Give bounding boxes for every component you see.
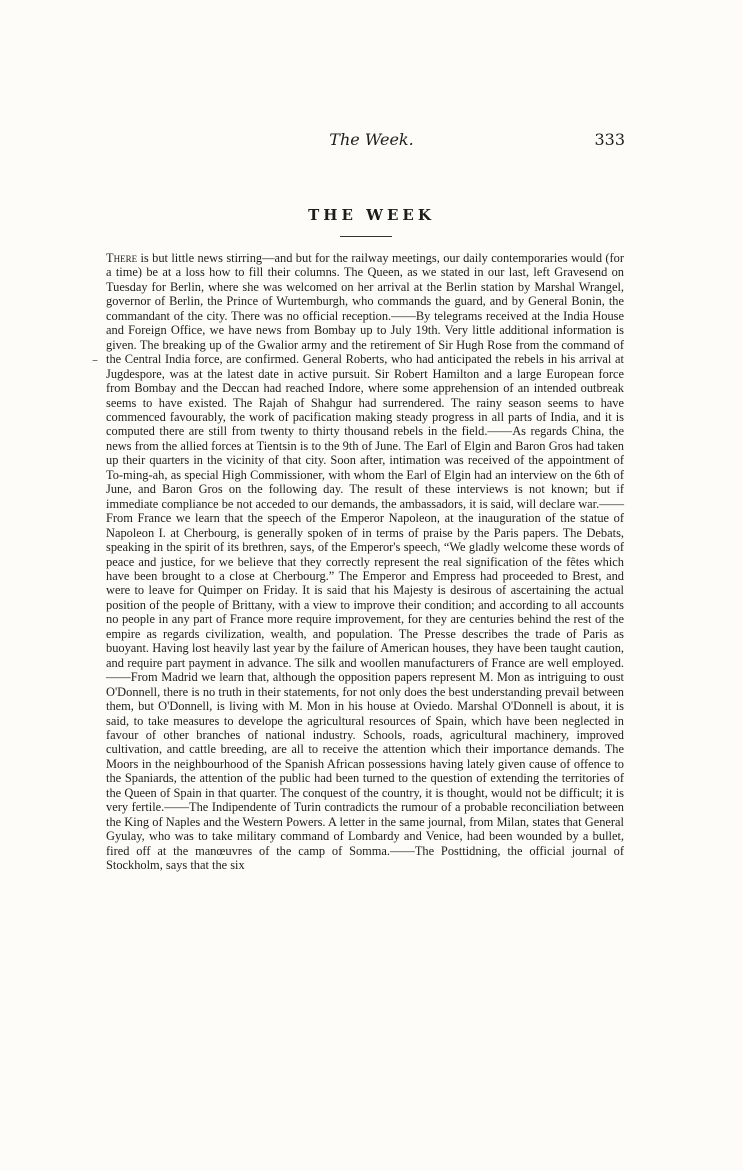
section-title: THE WEEK — [308, 206, 435, 224]
article-text: is but little news stirring—and but for the railway meetings, our daily contemporaries would (for a time) be at a loss how to fill their columns. The Queen, as we stated in our last, left Gravesend on Tuesday for Berlin, where she was welcomed on her arrival at the Berlin station by Marshal Wrangel, governor of Berlin, the Prince of Wurtemburgh, who commands the guard, and by General Bonin, the commandant of the city. There was no official reception.——By telegrams received at the India House and Foreign Office, we have news from Bombay up to July 19th. Very little additional information is given. The breaking up of the Gwalior army and the retirement of Sir Hugh Rose from the command of the Central India force, are confirmed. General Roberts, who had anticipated the rebels in his arrival at Jugdespore, was at the latest date in active pursuit. Sir Robert Hamilton and a large European force from Bombay and the Deccan had reached Indore, where some apprehension of an intended outbreak seems to have existed. The Rajah of Shahgur had surrendered. The rainy season seems to have commenced favourably, the work of pacification making steady progress in all parts of India, and it is computed there are still from twenty to thirty thousand rebels in the field.——As regards China, the news from the allied forces at Tientsin is to the 9th of June. The Earl of Elgin and Baron Gros had taken up their quarters in the vicinity of that city. Soon after, intimation was received of the appointment of To-ming-ah, as special High Commissioner, with whom the Earl of Elgin had an interview on the 6th of June, and Baron Gros on the following day. The result of these interviews is not known; but if immediate compliance be not acceded to our demands, the ambassadors, it is said, will declare war.——From France we learn that the speech of the Emperor Napoleon, at the inauguration of the statue of Napoleon I. at Cherbourg, is generally spoken of in terms of praise by the Paris papers. The Debats, speaking in the spirit of its brethren, says, of the Emperor's speech, “We gladly welcome these words of peace and justice, for we believe that they correctly represent the real signification of the fêtes which have been brought to a close at Cherbourg.” The Emperor and Empress had proceeded to Brest, and were to leave for Quimper on Friday. It is said that his Majesty is desirous of ascertaining the actual position of the people of Brittany, with a view to improve their condition; and according to all accounts no people in any part of France more require improvement, for they are centuries behind the rest of the empire as regards civilization, wealth, and population. The Presse describes the trade of Paris as buoyant. Having lost heavily last year by the failure of American houses, they have been taught caution, and require part payment in advance. The silk and woollen manufacturers of France are well employed.——From Madrid we learn that, although the opposition papers represent M. Mon as intriguing to oust O'Donnell, there is no truth in their statements, for not only does the best understanding prevail between them, but O'Donnell, is living with M. Mon in his house at Oviedo. Marshal O'Donnell is about, it is said, to take measures to develope the agricultural resources of Spain, which have been neglected in favour of other branches of national industry. Schools, roads, agricultural machinery, improved cultivation, and cattle breeding, are all to receive the attention which their importance demands. The Moors in the neighbourhood of the Spanish African possessions having lately given cause of offence to the Spaniards, the attention of the public had been turned to the question of extending the territories of the Queen of Spain in that quarter. The conquest of the country, it is thought, would not be difficult; it is very fertile.——The Indipendente of Turin contradicts the rumour of a probable reconciliation between the King of Naples and the Western Powers. A letter in the same journal, from Milan, states that General Gyulay, who was to take military command of Lombardy and Venice, had been wounded by a bullet, fired off at the manœuvres of the camp of Somma.——The Posttidning, the official journal of Stockholm, says that the six — [106, 251, 624, 873]
margin-mark: – — [92, 353, 98, 367]
running-head — [0, 130, 743, 154]
page-number: 333 — [594, 130, 625, 149]
running-title: The Week. — [329, 130, 414, 149]
article-body — [106, 251, 624, 872]
drop-word: There — [106, 251, 138, 265]
title-rule — [340, 236, 392, 237]
